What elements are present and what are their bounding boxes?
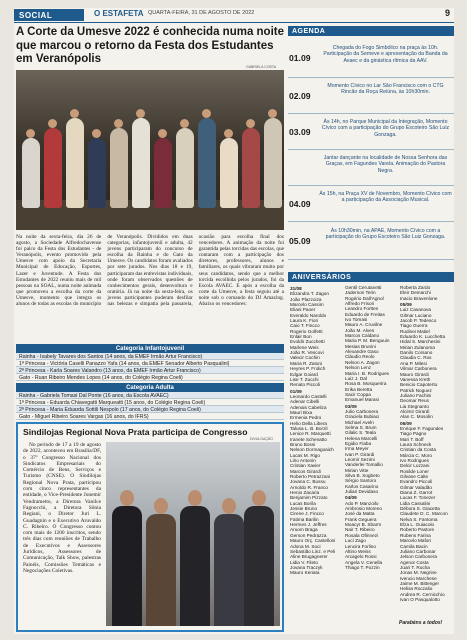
birthday-name: Helisa Roczalio <box>400 586 433 592</box>
birthday-name: Ivan O Pasqualotto <box>400 596 440 602</box>
birthday-name: Maria I. B. Rodrigues <box>345 370 390 376</box>
birthday-name: João R. Vescovi <box>290 350 324 356</box>
person-head <box>252 490 266 506</box>
birthday-name: Marlene Weis <box>290 344 319 350</box>
birthday-name: Rogerio Golfetti <box>290 328 323 334</box>
birthday-name: Adenar Cibelli <box>290 399 320 405</box>
birthday-name: Julio Carbonera <box>345 408 379 414</box>
birthday-name: Jovana Traczyk <box>290 564 323 570</box>
birthday-name: Michael Aveln <box>345 419 374 425</box>
agenda-text: Jantar dançante na localidade de Nossa Senhora das Graças, em Fagundes Varela. Animação do Pastora Negra. <box>323 155 448 174</box>
birthday-name: Everaldo Naroldo <box>290 312 327 318</box>
birthday-name: Jonas M. Negrine <box>400 570 437 576</box>
birthday-name: Thiago T. Pozzin <box>345 564 380 570</box>
birthday-name: Mauro Keriata <box>290 570 320 576</box>
birthday-name: Leomir Sezimi <box>345 457 375 462</box>
birthdays-column <box>290 285 344 627</box>
birthday-name: Valecir Cochin <box>290 355 320 361</box>
birthday-name: Jaderson Terin <box>345 290 376 296</box>
birthdays-column <box>400 285 454 618</box>
birthday-name: Luiz Casanova <box>400 307 432 313</box>
birthday-name: Lirio Antonin <box>290 458 316 463</box>
birthday-name: Cirene J. Fincco <box>290 511 324 517</box>
birthday-name: Lucas Borila <box>290 500 316 506</box>
person-figure <box>220 138 238 208</box>
birthday-name: Jacob P. Tedesco <box>400 318 437 324</box>
birthday-name: Laura Schneck <box>400 441 432 447</box>
agenda-item <box>288 222 454 260</box>
birthday-name: Hidal S. Marchesini <box>400 339 441 345</box>
birthday-name: Nelson Lenz <box>345 365 372 371</box>
person-figure <box>44 128 62 208</box>
birthday-name: Edgar Goiard <box>290 371 318 377</box>
birthday-name: Helio Della Libera <box>290 420 327 426</box>
birthday-name: Roberto Petrazzani <box>290 474 331 480</box>
agenda-text: Às 10h30min, na APAE, Momento Cívico com a participação do Grupo Escoteiro São Luiz Gonzaga. <box>325 228 446 241</box>
birthday-name: Ivo Rodrigues <box>400 458 429 463</box>
birthday-name: Silva B. Sogbeto <box>345 473 380 479</box>
lead-headline: A Corte da Umesve 2022 é conhecida numa noite que marcou o retorno da Festa dos Estudantes em Veranópolis <box>16 26 284 65</box>
person-head <box>202 109 211 118</box>
birthday-name: Frank Geguera <box>345 516 377 522</box>
birthday-name: Emanuel Marasi <box>345 397 379 403</box>
birthday-name: Moacyr B. Sbarm <box>345 522 382 528</box>
birthday-name: Gilalic S. Teala <box>345 430 376 436</box>
birthday-name: Vanessa Kreth <box>400 376 431 382</box>
congress-headline: Sindilojas Regional Nova Prata participa de Congresso <box>23 427 248 437</box>
birthday-name: Aruom Braga <box>290 527 318 533</box>
congress-photo-credit: DIVULGAÇÃO <box>250 437 273 441</box>
birthday-name: Rudinei Matiel <box>400 328 430 334</box>
birthday-name: Claudia C. Ros <box>400 355 432 361</box>
issue-date: QUARTA-FEIRA, 31 DE AGOSTO DE 2022 <box>148 10 255 16</box>
birthday-name: Claudete D. C. Marcon <box>400 511 448 517</box>
person-figure <box>214 514 244 626</box>
birthday-name: Altino Weiss <box>345 548 371 554</box>
birthday-name: Danilo Corsano <box>400 350 433 356</box>
birthday-name: Helena Marcelli <box>345 435 378 441</box>
birthday-name: Juliano Fachini <box>400 392 432 398</box>
agenda-date: 03.09 <box>289 126 311 137</box>
birthday-name: Arcagelo Rossi <box>345 554 377 560</box>
newspaper-page <box>14 8 454 634</box>
birthday-name: Lucí Zago <box>345 538 366 544</box>
birthday-name: Karlos Casarino <box>345 483 379 489</box>
person-figure <box>244 506 274 626</box>
page-header <box>14 8 454 22</box>
birthday-name: Mari T. Boff <box>400 436 424 442</box>
section-label: SOCIAL <box>14 9 84 21</box>
agenda-text: Às 15h, na Praça XV de Novembro, Momento Cívico com a participação da Associação Musical. <box>319 191 452 204</box>
person-figure <box>66 118 84 208</box>
person-figure <box>154 138 172 208</box>
birthday-date: 04/09 <box>345 495 357 501</box>
agenda-date: 05.09 <box>289 235 311 246</box>
birthday-name: Lenice R. Marquetti <box>290 431 331 437</box>
person-head <box>92 129 101 138</box>
birthday-name: Inacio Bravenlone <box>400 295 438 301</box>
birthday-name: Lidia V. Fileto <box>290 559 318 565</box>
birthday-name: Juliano Carbonar <box>400 548 436 554</box>
person-head <box>188 490 202 506</box>
birthday-name: Tiago Guerra <box>400 323 428 329</box>
birthday-name: Mauro Orç. Castelloni <box>290 538 336 544</box>
birthday-name: Hermes J. Jeffres <box>290 522 327 528</box>
birthday-name: Roberto Pastore <box>400 527 435 533</box>
agenda-item <box>288 150 454 186</box>
person-head <box>158 129 167 138</box>
birthday-name: Sacir Coppa <box>345 391 371 397</box>
agenda-text: Chegada do Fogo Simbólico na praça às 10h. Participação da Semeve e apresentação da Banda da Avaec e da ginástica rítmica da AAV. <box>323 45 448 64</box>
birthday-date: 03/09 <box>345 403 357 409</box>
birthday-name: Tiago Pagno <box>400 431 427 437</box>
birthday-name: Elizandra T. Zagon <box>290 291 329 297</box>
birthday-name: José da Matta <box>345 511 375 517</box>
birthday-name: Rosala Ofinnezi <box>345 532 379 538</box>
birthday-name: João M. Alves <box>345 327 375 333</box>
birthday-name: Agenor Costa <box>400 559 429 565</box>
agenda-item <box>288 114 454 150</box>
birthday-name: Mesias Brunini <box>345 343 376 349</box>
category-row: Rainha - Isabely Tavares dos Santos (14 anos, da EMEF Irmão Artur Francisco) <box>16 353 284 360</box>
birthday-name: Lucas F. Tonezer <box>400 495 436 501</box>
birthday-name: Aline Brugagnerer <box>290 554 328 560</box>
birthday-name: Laura K. Fiori <box>290 318 319 324</box>
birthday-name: Delcir Luzzani <box>400 463 430 469</box>
agenda-item <box>288 38 454 78</box>
person-figure <box>198 118 216 208</box>
birthday-name: Ado P. Manzoilo <box>345 500 379 506</box>
birthday-name: Gilmar Valadão <box>400 484 432 490</box>
birthday-name: Jovana C. Bussu <box>290 479 326 485</box>
person-head <box>26 129 35 138</box>
birthday-name: Egidio Fiaba <box>345 440 372 446</box>
birthday-name: Caio T. Fincco <box>290 323 320 329</box>
person-figure <box>146 514 176 626</box>
birthday-name: Lencira Forlino <box>345 543 377 549</box>
birthday-name: Lidia Cassalini <box>400 500 431 506</box>
birthday-name: Nair T. Ribeiro <box>345 527 375 533</box>
birthday-name: Adona M. Soci <box>290 543 321 549</box>
birthday-name: Marcos Caldano <box>345 333 380 339</box>
birthday-name: Débora S. Giacetta <box>400 506 440 512</box>
birthday-name: Ermenia Pedro <box>290 415 322 421</box>
birthday-name: Renato Piccoli <box>290 382 320 388</box>
birthday-name: Graciela Bubiaci <box>345 414 380 420</box>
birthday-name: Rosilde Loner <box>400 468 429 474</box>
birthday-name: Mirian Zulanoma <box>400 344 435 350</box>
birthday-date: 31/08 <box>290 286 302 291</box>
birthday-name: Gilmar Luciano <box>400 312 432 318</box>
person-head <box>114 119 123 128</box>
person-figure <box>180 506 210 626</box>
person-head <box>120 490 134 506</box>
birthday-name: Alcimir Girardi <box>400 408 430 414</box>
birthdays-footer: Parabéns a todos! <box>399 620 443 626</box>
birthday-name: Ivo Tomasi <box>345 317 368 323</box>
birthday-name: Evoldir Zucchetti <box>290 339 325 345</box>
agenda-item <box>288 186 454 222</box>
birthday-name: Márcia C. Moro <box>400 452 433 458</box>
category-row: Gato - Ruan Ribeiro Mendes Lopes (14 anos, do Colégio Regina Coeli) <box>16 374 284 381</box>
birthday-name: Heyres P. Frolich <box>290 366 326 372</box>
birthday-name: Mauro A. Cruvilne <box>345 322 383 328</box>
category-row: 2ª Princesa - Karla Soares Valandro (13 anos, da EMEF Irmão Artur Francisco) <box>16 367 284 374</box>
newspaper-brand: O ESTAFETA <box>94 9 144 18</box>
birthday-name: Jaime M. Bittenger <box>400 580 440 586</box>
birthday-name: Ivencio Marchese <box>400 575 437 581</box>
birthday-name: Juliari Devidaso <box>345 489 379 495</box>
birthday-name: Iranete Schenatto <box>290 436 328 442</box>
birthday-name: Elza L. Guiacolo <box>400 522 435 528</box>
birthday-name: Maria R. Zatoni <box>290 360 323 366</box>
birthday-name: Vanderlei Tomallio <box>345 462 383 468</box>
birthday-name: Rubens Farina <box>400 532 431 538</box>
person-figure <box>22 138 40 208</box>
birthday-name: Irma Meyer <box>345 446 369 452</box>
birthday-name: Leandro Forttes <box>345 306 379 312</box>
congress-body-text: No período de 17 a 19 de agosto de 2022, aconteceu em Brasília/DF, o 37º Congresso Nacional dos Sindicatos Empresariais do Comércio de Bens, Serviços e Turismo (CNSE). O Sindilojas Regional Nova Prata, participou com cinco representantes da entidade, o Vice-Presidente Jonemir Vendrametto, a Diretora Vanilce Fagnocchi, a Diretora Sônia Regiani, o Diretor Juri L. Guadagnin e o Executivo Aruvaldo C. Ribeiro. O Congresso contou com mais de 1200 inscritos, sendo três dias com reuniões de Trabalho de Executivos e Assessores Jurídicos, Assessores de Comunicação, Talk Show, palestras Painéis, Comissões Temáticas e Negociações Coletivas. <box>23 442 101 574</box>
person-head <box>180 119 189 128</box>
birthday-name: Evandro Piccoli <box>400 479 433 485</box>
agenda-date: 04.09 <box>289 198 311 209</box>
category-title-infantojuvenil: Categoria Infantojuvenil <box>16 344 284 353</box>
agenda-item <box>288 78 454 114</box>
birthday-name: Selma S. Brum <box>345 424 377 430</box>
birthday-name: Lucas M. Rigo <box>290 452 320 458</box>
header-rule <box>14 22 454 23</box>
agenda-text: Momento Cívico no Lar São Francisco com o CTG Rincão da Roça Reiúna, às 10h30min. <box>327 83 444 96</box>
birthday-name: Patrick Noguez <box>400 387 432 393</box>
birthday-name: Luiz J. Dal <box>345 375 367 381</box>
birthdays-title: ANIVERSÁRIOS <box>288 272 454 282</box>
person-head <box>222 498 236 514</box>
birthday-name: Eliani Paoer <box>290 307 316 313</box>
person-head <box>48 119 57 128</box>
birthday-date: 01/09 <box>290 388 302 394</box>
birthday-name: Enrique F. Fagundes <box>400 425 444 431</box>
person-head <box>246 119 255 128</box>
person-figure <box>264 118 282 208</box>
birthday-name: Vilmar Carbonera <box>400 366 437 372</box>
lead-photo-credit: GABRIELA COSTA <box>246 65 277 69</box>
birthday-name: Camila Bacin <box>400 543 428 549</box>
birthday-name: Rosa B. Mosquerira <box>345 381 387 387</box>
birthday-name: Cristian da Costa <box>400 447 436 453</box>
category-row: Rainha - Gabriela Tomasi Dal Ponte (16 anos, da Escola AVAEC) <box>16 392 284 399</box>
person-head <box>70 109 79 118</box>
birthday-name: Jessie Bruno <box>290 506 318 512</box>
agenda-text: Às 14h, no Parque Municipal da Integração, Momento Cívico com a participação do Grupo Escoteiro São Luiz Gonzaga. <box>321 119 450 138</box>
birthday-name: Marcelo Cassim <box>290 302 324 308</box>
person-figure <box>242 128 260 208</box>
birthday-name: Mauro Girardi <box>400 371 429 377</box>
birthday-name: Mirian Vitte <box>345 467 369 473</box>
congress-article <box>16 422 284 632</box>
page-number: 9 <box>444 8 450 18</box>
birthday-name: Lia Stegnanto <box>400 403 429 409</box>
birthday-name: Sérgio Santoro <box>345 478 377 484</box>
birthday-name: Roberta Zardo <box>400 285 431 290</box>
person-figure <box>132 118 150 208</box>
birthday-date: 05/09 <box>400 302 412 308</box>
person-figure <box>112 506 142 626</box>
birthday-name: Eduardo K. Lucchetta <box>400 334 446 340</box>
birthday-name: Gilvane Calte <box>400 474 429 480</box>
birthday-name: Mauri Bixa <box>290 409 313 415</box>
birthday-name: Arnoldo R. Franco <box>290 484 329 490</box>
birthday-name: João Plazzoiza <box>290 296 322 302</box>
birthday-name: Fatima Barilin <box>290 516 319 522</box>
birthday-name: Leonardo Castelli <box>290 393 327 399</box>
birthday-name: Juari T. Rocha <box>400 564 430 570</box>
birthday-name: Deomar Reus <box>400 398 429 404</box>
category-row: 2ª Princesa - Maria Eduarda Sottili Nespolo (17 anos, do Colégio Regina Coeli) <box>16 406 284 413</box>
birthday-name: Nelva S. Fantoma <box>400 516 438 522</box>
birthday-name: Gentil Cerutanetti <box>345 285 382 290</box>
birthday-name: Talusa L. B. Borzil <box>290 425 328 431</box>
category-row: 1ª Princesa - Eduarda Chiavegatti Marqueatti (15 anos, do Colégio Regina Coeli) <box>16 399 284 406</box>
birthday-date: 06/09 <box>400 420 412 426</box>
person-head <box>154 498 168 514</box>
person-head <box>268 109 277 118</box>
birthday-name: Henio Zacaria <box>290 490 320 496</box>
person-figure <box>88 138 106 208</box>
birthday-name: Ivan P. Girardi <box>345 451 375 457</box>
category-row: Gato - Miguel Ribeiro Soares Vargas (16 anos, do IFRS) <box>16 413 284 420</box>
agenda-date: 01.09 <box>289 52 311 63</box>
birthday-name: Lise T. Zucchi <box>290 376 319 382</box>
birthday-name: Maria P. M. Benguuin <box>345 338 390 344</box>
birthday-name: Rogério Dall'Agnol <box>345 295 384 301</box>
person-figure <box>110 128 128 208</box>
birthday-name: Benicio Capoterto <box>400 382 438 388</box>
birthday-name: Nelson Dormagoaich <box>290 447 334 453</box>
birthday-name: Cristian Xavier <box>290 463 321 469</box>
birthday-name: Andrea R. Cernicchio <box>400 591 445 597</box>
lead-body-text: Na noite da sexta-feira, dia 26 de agosto, a Sociedade Alfredochavense foi palco da Festa dos Estudantes - de Veranópolis, evento promovido pela Umesve com apoio da Secretaria Municipal de Educação, Esportes, Lazer e Juventude. A Festa dos Estudantes de 2022 reuniu mais de mil pessoas na SOAL, numa noite animada que promoveu a escolha da corte da Umesve, momento que integra os alunos de todas as escolas do município de Veranópolis. Divididos em duas categorias, infantojuvenil e adulta, 42 jovens participaram do concurso de escolha da Rainha e do Gato da Umesve. Os candidatos foram avaliados por sete jurados. Nos dias 18 e 19, participaram das entrevistas individuais, onde foram observados questões de conhecimentos gerais, desenvoltura e oratória. Já na noite da sexta-feira, os jovens participantes puderam desfilar nas belezas e simpatia pela passarela, ocasião para escolha final dos vencedores. A animação da noite foi garantida pelas torcidas das escolas, que contaram com a participação dos diretores, professores, alunos e familiares, os quais vibraram muito por seus candidatos, sendo que a melhor torcida escolhida pelos jurados, foi da Escola AVAEC. E após a escolha da corte da Umesve, a festa seguiu até a noite sob o comando do DJ Amazing. Abaixo os vencedores: <box>16 234 284 308</box>
birthday-name: Alan C. Mosolin <box>400 414 433 420</box>
birthday-name: Sebastião Linz. e Peli <box>290 548 336 554</box>
birthday-name: Benjamim Pizzato <box>290 495 328 501</box>
birthday-name: Adenais Cabeliza <box>290 404 327 410</box>
person-figure <box>176 128 194 208</box>
birthday-name: Gerson Pedrazza <box>290 532 327 538</box>
birthday-name: Angela V. Cenella <box>345 559 383 565</box>
birthday-name: Alexandre Gaso <box>345 349 379 355</box>
birthday-name: Bruno Bossi <box>290 441 316 447</box>
person-head <box>136 109 145 118</box>
birthday-name: Ana P. Milesi <box>400 360 427 366</box>
birthday-name: Erika Beretta <box>345 386 373 392</box>
birthday-name: Eduardo de Freitas <box>345 311 385 317</box>
birthday-name: Nelson A. Zagon <box>345 359 380 365</box>
birthday-name: Marcelo Mafori <box>400 538 431 544</box>
person-head <box>224 129 233 138</box>
birthday-name: Alfredo Frisori <box>345 301 375 307</box>
agenda-date: 02.09 <box>289 90 311 101</box>
agenda-title: AGENDA <box>288 26 454 36</box>
birthday-name: Eleir Demarchi <box>400 290 431 296</box>
birthdays-column <box>345 285 399 627</box>
lead-photo <box>16 70 284 230</box>
birthday-name: Marcos Girardi <box>290 468 321 474</box>
birthday-name: Diana Z. Garrot <box>400 490 433 496</box>
birthday-name: Jelson Carbonera <box>400 554 438 560</box>
congress-photo <box>106 442 280 626</box>
category-row: 1ª Princesa - Victória Caselli Panazzo Yafa (14 anos, da EMEF Senador Alberto Pasqualini) <box>16 360 284 367</box>
birthday-name: Cláudio Reolo <box>345 354 375 360</box>
birthday-name: Ambrosio Moreno <box>345 506 382 512</box>
birthday-name: Enlair Bon <box>290 334 312 340</box>
category-title-adulta: Categoria Adulta <box>16 383 284 392</box>
